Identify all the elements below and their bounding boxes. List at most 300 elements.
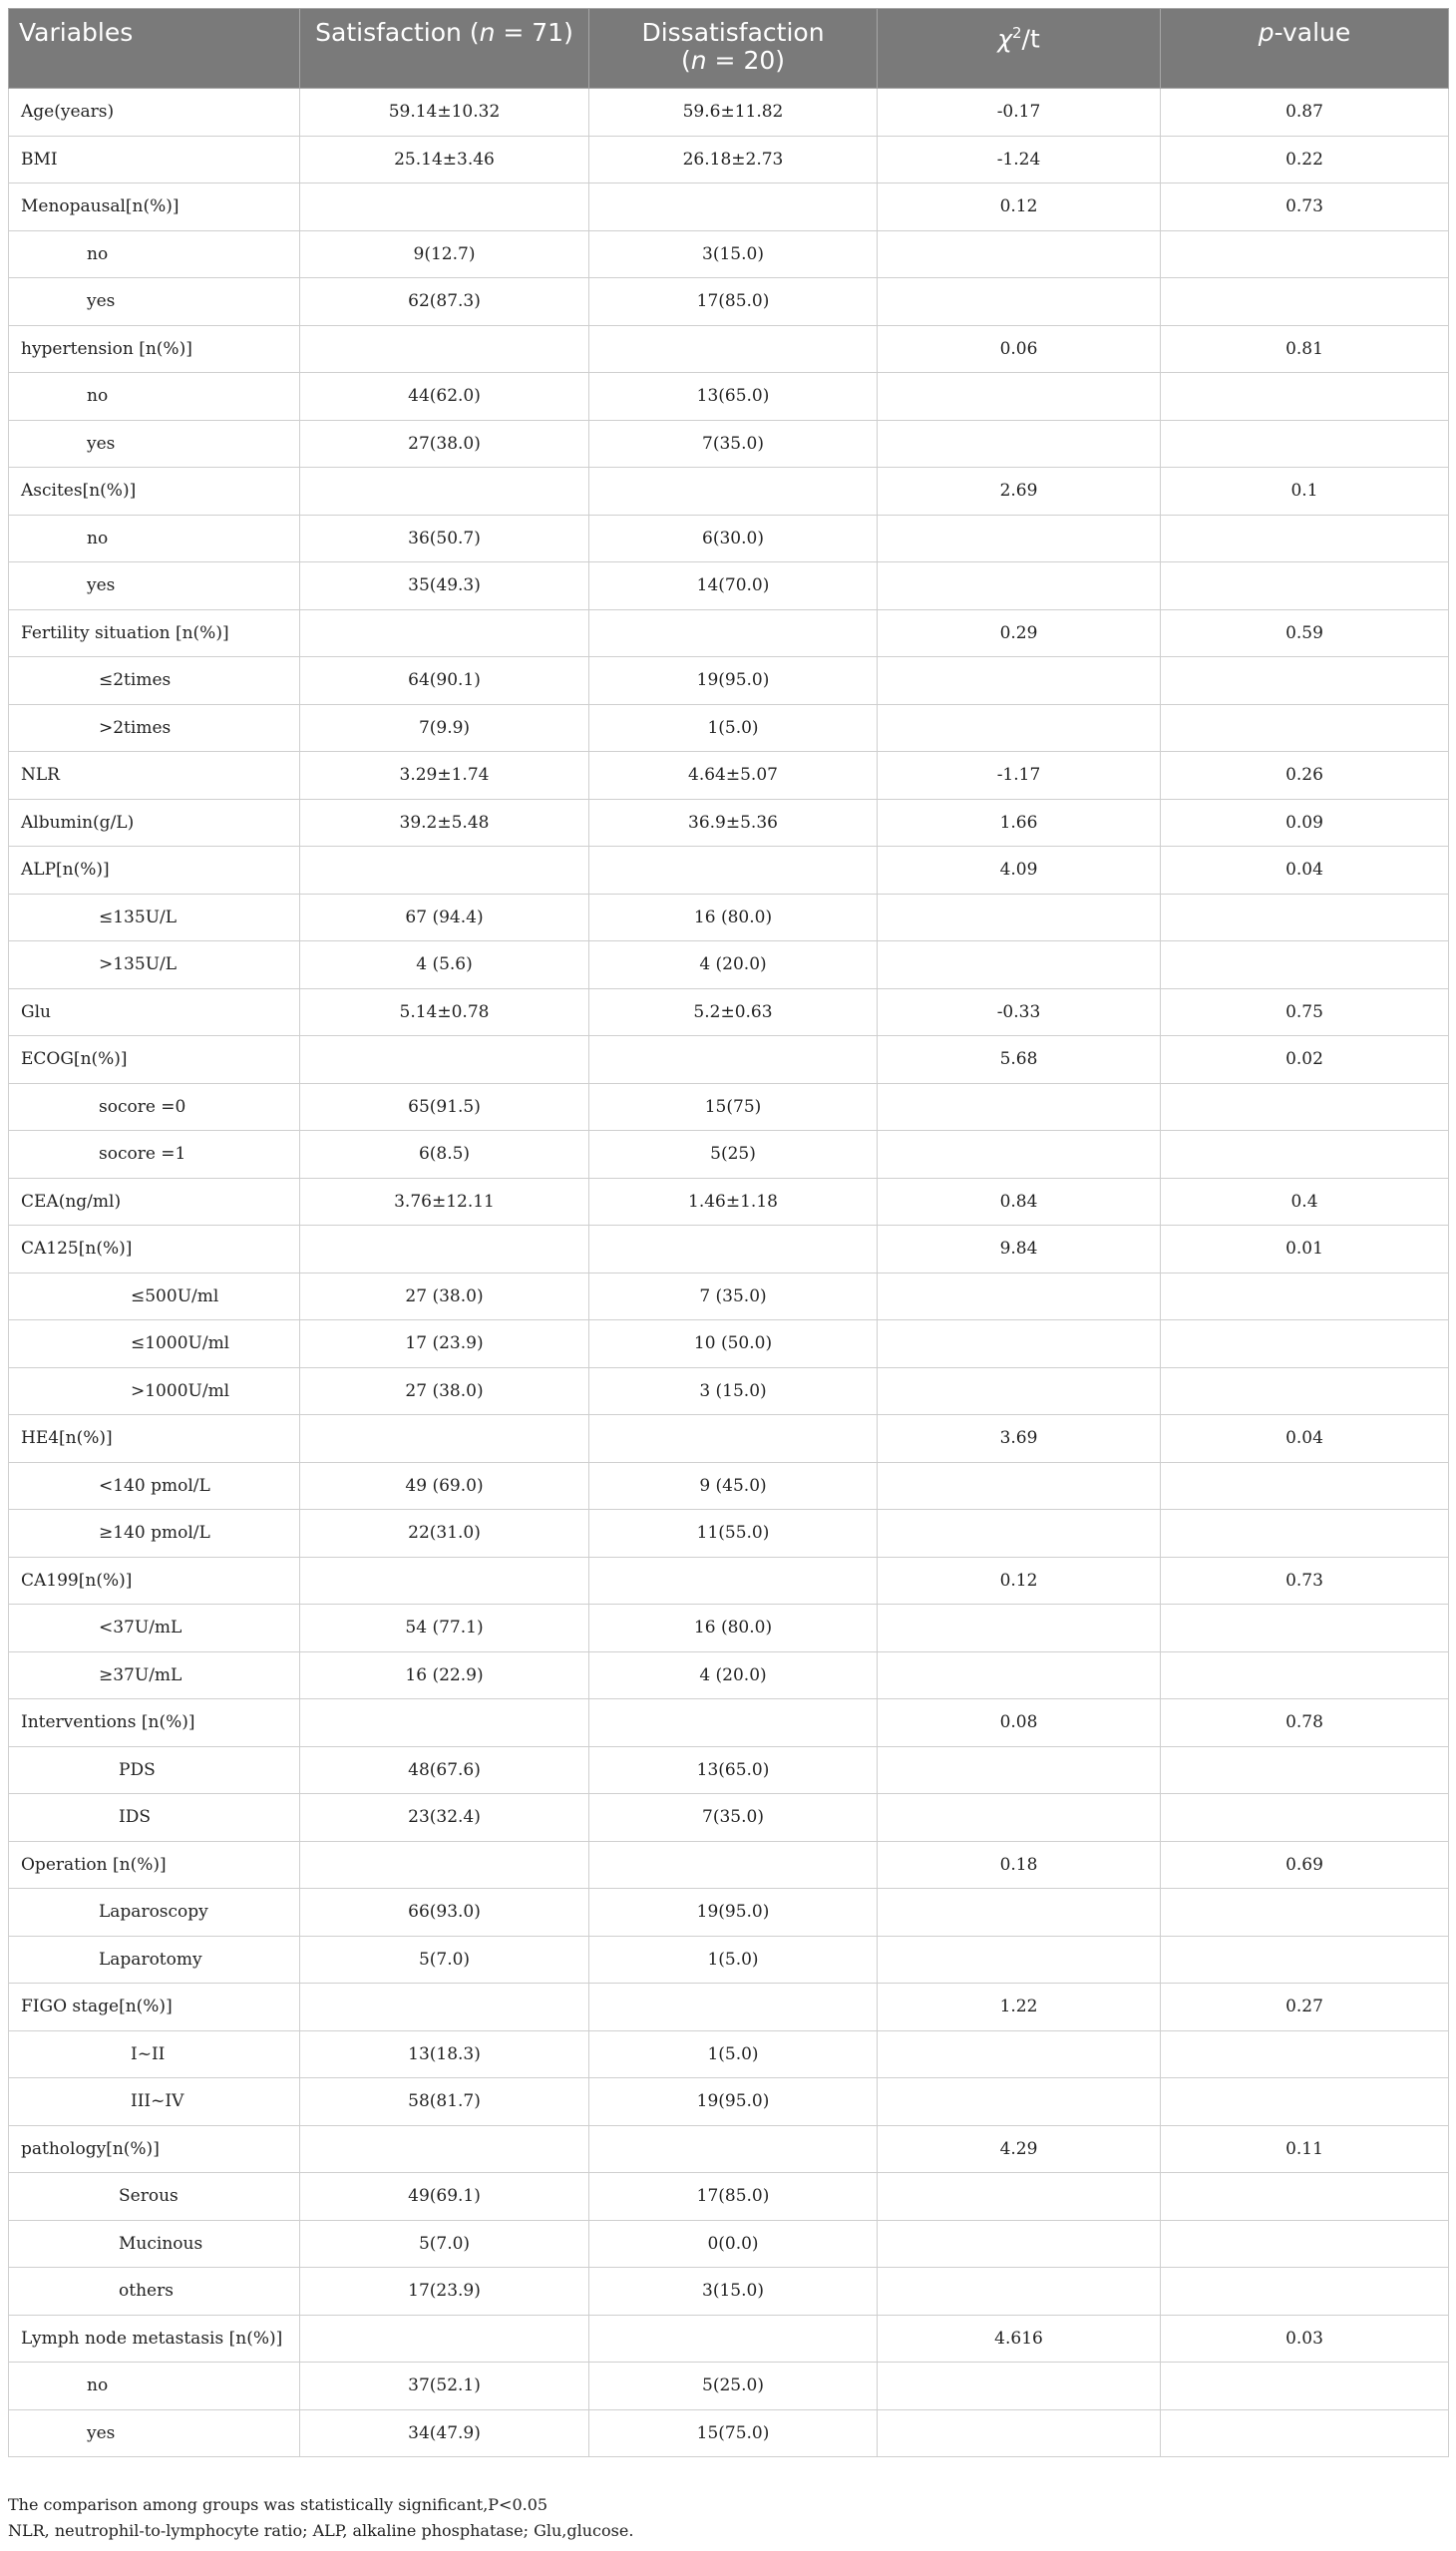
table-row (9, 2078, 1449, 2126)
table-row (9, 752, 1449, 800)
variable-cell: CA199[n(%)] (9, 1557, 300, 1605)
variable-cell: ECOG[n(%)] (9, 1036, 300, 1084)
satisfaction-cell (300, 468, 589, 516)
dissatisfaction-cell: 1(5.0) (589, 2030, 878, 2078)
table-row (9, 2363, 1449, 2410)
dissatisfaction-cell: 19(95.0) (589, 2078, 878, 2126)
statistic-cell (878, 894, 1161, 941)
p-value-cell (1161, 562, 1449, 610)
dissatisfaction-cell: 6(30.0) (589, 515, 878, 562)
dissatisfaction-cell: 1(5.0) (589, 1936, 878, 1984)
table-row (9, 1651, 1449, 1699)
table-row (9, 988, 1449, 1036)
satisfaction-cell (300, 1984, 589, 2031)
table-row (9, 1131, 1449, 1179)
satisfaction-cell: 49 (69.0) (300, 1462, 589, 1510)
dissatisfaction-cell: 26.18±2.73 (589, 136, 878, 183)
p-value-cell: 0.01 (1161, 1226, 1449, 1274)
dissatisfaction-cell: 3 (15.0) (589, 1367, 878, 1415)
variable-cell: Interventions [n(%)] (9, 1699, 300, 1747)
table-row (9, 468, 1449, 516)
satisfaction-cell: 64(90.1) (300, 657, 589, 705)
statistic-cell: -0.33 (878, 988, 1161, 1036)
variable-cell: Laparotomy (9, 1936, 300, 1984)
dissatisfaction-cell: 13(65.0) (589, 1746, 878, 1794)
variable-cell: <37U/mL (9, 1605, 300, 1652)
header-variables: Variables (9, 9, 300, 89)
satisfaction-cell (300, 609, 589, 657)
variable-cell: ≤2times (9, 657, 300, 705)
variable-cell: socore =1 (9, 1131, 300, 1179)
satisfaction-cell: 49(69.1) (300, 2173, 589, 2221)
statistic-cell (878, 704, 1161, 752)
variable-cell: >135U/L (9, 941, 300, 989)
satisfaction-cell (300, 1841, 589, 1889)
satisfaction-cell: 17 (23.9) (300, 1320, 589, 1368)
dissatisfaction-cell: 3(15.0) (589, 230, 878, 278)
header-dissatisfaction: Dissatisfaction (n = 20) (589, 9, 878, 89)
statistic-cell (878, 230, 1161, 278)
table-row (9, 2125, 1449, 2173)
p-value-cell: 0.09 (1161, 799, 1449, 847)
dissatisfaction-cell (589, 1415, 878, 1463)
satisfaction-cell: 65(91.5) (300, 1083, 589, 1131)
table-row (9, 2173, 1449, 2221)
p-value-cell: 0.81 (1161, 325, 1449, 373)
variable-cell: others (9, 2268, 300, 2316)
table-row (9, 1320, 1449, 1368)
p-value-cell (1161, 1131, 1449, 1179)
dissatisfaction-cell (589, 1984, 878, 2031)
p-value-cell (1161, 515, 1449, 562)
table-row (9, 2409, 1449, 2457)
p-value-cell (1161, 1794, 1449, 1842)
statistic-cell (878, 1131, 1161, 1179)
statistic-cell: 1.66 (878, 799, 1161, 847)
statistic-cell: 2.69 (878, 468, 1161, 516)
variable-cell: yes (9, 420, 300, 468)
statistic-cell (878, 1936, 1161, 1984)
p-value-cell (1161, 2078, 1449, 2126)
variable-cell: BMI (9, 136, 300, 183)
satisfaction-cell: 36(50.7) (300, 515, 589, 562)
satisfaction-cell: 58(81.7) (300, 2078, 589, 2126)
p-value-cell (1161, 1889, 1449, 1937)
dissatisfaction-cell: 4.64±5.07 (589, 752, 878, 800)
satisfaction-cell: 4 (5.6) (300, 941, 589, 989)
statistic-cell: 0.12 (878, 183, 1161, 231)
dissatisfaction-cell: 4 (20.0) (589, 941, 878, 989)
statistic-cell: -0.17 (878, 89, 1161, 137)
statistic-cell (878, 2268, 1161, 2316)
variable-cell: Menopausal[n(%)] (9, 183, 300, 231)
dissatisfaction-cell: 1.46±1.18 (589, 1178, 878, 1226)
p-value-cell: 0.78 (1161, 1699, 1449, 1747)
variable-cell: ALP[n(%)] (9, 847, 300, 895)
dissatisfaction-cell: 16 (80.0) (589, 1605, 878, 1652)
dissatisfaction-cell: 15(75) (589, 1083, 878, 1131)
variable-cell: PDS (9, 1746, 300, 1794)
p-value-cell: 0.04 (1161, 847, 1449, 895)
comparison-table (8, 8, 1449, 2457)
statistic-cell: 1.22 (878, 1984, 1161, 2031)
table-row (9, 657, 1449, 705)
table-row (9, 278, 1449, 326)
dissatisfaction-cell: 13(65.0) (589, 373, 878, 421)
satisfaction-cell: 67 (94.4) (300, 894, 589, 941)
table-row (9, 1794, 1449, 1842)
dissatisfaction-cell: 5.2±0.63 (589, 988, 878, 1036)
p-value-cell (1161, 2220, 1449, 2268)
dissatisfaction-cell: 7(35.0) (589, 1794, 878, 1842)
variable-cell: I~II (9, 2030, 300, 2078)
p-value-cell: 0.69 (1161, 1841, 1449, 1889)
header-p-value: p-value (1161, 9, 1449, 89)
table-header (9, 9, 1449, 89)
dissatisfaction-cell (589, 1226, 878, 1274)
variable-cell: ≥140 pmol/L (9, 1510, 300, 1558)
satisfaction-cell: 39.2±5.48 (300, 799, 589, 847)
variable-cell: yes (9, 562, 300, 610)
variable-cell: pathology[n(%)] (9, 2125, 300, 2173)
dissatisfaction-cell: 36.9±5.36 (589, 799, 878, 847)
statistic-cell (878, 1889, 1161, 1937)
p-value-cell (1161, 2173, 1449, 2221)
satisfaction-cell: 35(49.3) (300, 562, 589, 610)
satisfaction-cell: 27 (38.0) (300, 1273, 589, 1320)
variable-cell: hypertension [n(%)] (9, 325, 300, 373)
statistic-cell (878, 562, 1161, 610)
satisfaction-cell: 9(12.7) (300, 230, 589, 278)
table-row (9, 1415, 1449, 1463)
variable-cell: no (9, 230, 300, 278)
header-satisfaction: Satisfaction (n = 71) (300, 9, 589, 89)
variable-cell: Albumin(g/L) (9, 799, 300, 847)
satisfaction-cell: 66(93.0) (300, 1889, 589, 1937)
dissatisfaction-cell: 7 (35.0) (589, 1273, 878, 1320)
dissatisfaction-cell (589, 1699, 878, 1747)
p-value-cell (1161, 1462, 1449, 1510)
statistic-cell: 9.84 (878, 1226, 1161, 1274)
p-value-cell: 0.75 (1161, 988, 1449, 1036)
statistic-cell (878, 1367, 1161, 1415)
p-value-cell: 0.27 (1161, 1984, 1449, 2031)
dissatisfaction-cell: 17(85.0) (589, 2173, 878, 2221)
table-row (9, 847, 1449, 895)
table-row (9, 1462, 1449, 1510)
variable-cell: <140 pmol/L (9, 1462, 300, 1510)
dissatisfaction-cell: 5(25) (589, 1131, 878, 1179)
dissatisfaction-cell: 10 (50.0) (589, 1320, 878, 1368)
variable-cell: HE4[n(%)] (9, 1415, 300, 1463)
satisfaction-cell (300, 2125, 589, 2173)
table-row (9, 1510, 1449, 1558)
p-value-cell (1161, 2268, 1449, 2316)
p-value-cell: 0.87 (1161, 89, 1449, 137)
satisfaction-cell (300, 1557, 589, 1605)
p-value-cell: 0.26 (1161, 752, 1449, 800)
statistic-cell (878, 941, 1161, 989)
dissatisfaction-cell: 19(95.0) (589, 657, 878, 705)
statistic-cell: -1.24 (878, 136, 1161, 183)
satisfaction-cell: 62(87.3) (300, 278, 589, 326)
p-value-cell (1161, 1605, 1449, 1652)
satisfaction-cell: 37(52.1) (300, 2363, 589, 2410)
variable-cell: Glu (9, 988, 300, 1036)
satisfaction-cell: 23(32.4) (300, 1794, 589, 1842)
satisfaction-cell (300, 325, 589, 373)
variable-cell: Fertility situation [n(%)] (9, 609, 300, 657)
variable-cell: Age(years) (9, 89, 300, 137)
dissatisfaction-cell (589, 609, 878, 657)
dissatisfaction-cell: 0(0.0) (589, 2220, 878, 2268)
p-value-cell (1161, 2363, 1449, 2410)
p-value-cell (1161, 420, 1449, 468)
p-value-cell: 0.04 (1161, 1415, 1449, 1463)
variable-cell: no (9, 2363, 300, 2410)
variable-cell: Mucinous (9, 2220, 300, 2268)
p-value-cell (1161, 278, 1449, 326)
statistic-cell (878, 2220, 1161, 2268)
p-value-cell (1161, 2030, 1449, 2078)
statistic-cell (878, 278, 1161, 326)
table-row (9, 1036, 1449, 1084)
satisfaction-cell: 27 (38.0) (300, 1367, 589, 1415)
table-row (9, 1699, 1449, 1747)
statistic-cell: -1.17 (878, 752, 1161, 800)
variable-cell: Laparoscopy (9, 1889, 300, 1937)
table-row (9, 1273, 1449, 1320)
statistic-cell: 0.18 (878, 1841, 1161, 1889)
statistic-cell: 0.12 (878, 1557, 1161, 1605)
table-row (9, 609, 1449, 657)
satisfaction-cell: 5(7.0) (300, 1936, 589, 1984)
table-row (9, 1936, 1449, 1984)
variable-cell: ≤500U/ml (9, 1273, 300, 1320)
dissatisfaction-cell (589, 183, 878, 231)
dissatisfaction-cell: 19(95.0) (589, 1889, 878, 1937)
variable-cell: ≤1000U/ml (9, 1320, 300, 1368)
table-row (9, 2030, 1449, 2078)
dissatisfaction-cell: 9 (45.0) (589, 1462, 878, 1510)
variable-cell: Serous (9, 2173, 300, 2221)
p-value-cell: 0.73 (1161, 183, 1449, 231)
dissatisfaction-cell (589, 468, 878, 516)
table-row (9, 1841, 1449, 1889)
table-row (9, 894, 1449, 941)
variable-cell: FIGO stage[n(%)] (9, 1984, 300, 2031)
variable-cell: Ascites[n(%)] (9, 468, 300, 516)
footnote-abbreviations: NLR, neutrophil-to-lymphocyte ratio; ALP, alkaline phosphatase; Glu,glucose. (8, 2521, 634, 2540)
statistic-cell (878, 1651, 1161, 1699)
satisfaction-cell (300, 1226, 589, 1274)
statistic-cell (878, 2078, 1161, 2126)
variable-cell: yes (9, 2409, 300, 2457)
dissatisfaction-cell: 15(75.0) (589, 2409, 878, 2457)
satisfaction-cell (300, 183, 589, 231)
table-row (9, 1746, 1449, 1794)
p-value-cell: 0.02 (1161, 1036, 1449, 1084)
p-value-cell (1161, 230, 1449, 278)
statistic-cell (878, 1462, 1161, 1510)
dissatisfaction-cell: 1(5.0) (589, 704, 878, 752)
statistic-cell (878, 1794, 1161, 1842)
table-row (9, 1083, 1449, 1131)
variable-cell: NLR (9, 752, 300, 800)
p-value-cell: 0.4 (1161, 1178, 1449, 1226)
satisfaction-cell: 27(38.0) (300, 420, 589, 468)
statistic-cell: 0.29 (878, 609, 1161, 657)
table-row (9, 183, 1449, 231)
satisfaction-cell (300, 1699, 589, 1747)
dissatisfaction-cell (589, 325, 878, 373)
satisfaction-cell: 59.14±10.32 (300, 89, 589, 137)
statistic-cell (878, 1605, 1161, 1652)
satisfaction-cell: 48(67.6) (300, 1746, 589, 1794)
satisfaction-cell: 13(18.3) (300, 2030, 589, 2078)
statistic-cell (878, 1510, 1161, 1558)
statistic-cell (878, 2363, 1161, 2410)
table-row (9, 230, 1449, 278)
statistic-cell (878, 1320, 1161, 1368)
dissatisfaction-cell (589, 1841, 878, 1889)
variable-cell: IDS (9, 1794, 300, 1842)
variable-cell: >2times (9, 704, 300, 752)
header-row (9, 9, 1449, 89)
dissatisfaction-cell: 14(70.0) (589, 562, 878, 610)
statistic-cell: 4.29 (878, 2125, 1161, 2173)
p-value-cell (1161, 1936, 1449, 1984)
statistic-cell: 0.08 (878, 1699, 1161, 1747)
satisfaction-cell (300, 1415, 589, 1463)
variable-cell: no (9, 373, 300, 421)
statistic-cell: 3.69 (878, 1415, 1161, 1463)
table-row (9, 2268, 1449, 2316)
variable-cell: ≤135U/L (9, 894, 300, 941)
satisfaction-cell (300, 2315, 589, 2363)
p-value-cell (1161, 1320, 1449, 1368)
p-value-cell (1161, 373, 1449, 421)
table-row (9, 2315, 1449, 2363)
statistic-cell (878, 657, 1161, 705)
dissatisfaction-cell: 59.6±11.82 (589, 89, 878, 137)
variable-cell: Lymph node metastasis [n(%)] (9, 2315, 300, 2363)
dissatisfaction-cell (589, 847, 878, 895)
satisfaction-cell: 34(47.9) (300, 2409, 589, 2457)
table-row (9, 704, 1449, 752)
satisfaction-cell: 44(62.0) (300, 373, 589, 421)
p-value-cell: 0.73 (1161, 1557, 1449, 1605)
variable-cell: CEA(ng/ml) (9, 1178, 300, 1226)
dissatisfaction-cell: 3(15.0) (589, 2268, 878, 2316)
satisfaction-cell: 16 (22.9) (300, 1651, 589, 1699)
table-row (9, 373, 1449, 421)
p-value-cell: 0.03 (1161, 2315, 1449, 2363)
variable-cell: Operation [n(%)] (9, 1841, 300, 1889)
table-body (9, 89, 1449, 2457)
statistic-cell (878, 2173, 1161, 2221)
variable-cell: >1000U/ml (9, 1367, 300, 1415)
variable-cell: no (9, 515, 300, 562)
statistic-cell: 5.68 (878, 1036, 1161, 1084)
table-row (9, 799, 1449, 847)
statistic-cell (878, 1273, 1161, 1320)
statistic-cell (878, 1746, 1161, 1794)
satisfaction-cell: 5.14±0.78 (300, 988, 589, 1036)
statistic-cell (878, 420, 1161, 468)
satisfaction-cell: 54 (77.1) (300, 1605, 589, 1652)
table-row (9, 1889, 1449, 1937)
dissatisfaction-cell: 11(55.0) (589, 1510, 878, 1558)
variable-cell: III~IV (9, 2078, 300, 2126)
satisfaction-cell: 3.29±1.74 (300, 752, 589, 800)
satisfaction-cell: 7(9.9) (300, 704, 589, 752)
table-row (9, 2220, 1449, 2268)
dissatisfaction-cell (589, 2125, 878, 2173)
dissatisfaction-cell: 17(85.0) (589, 278, 878, 326)
satisfaction-cell: 17(23.9) (300, 2268, 589, 2316)
satisfaction-cell: 3.76±12.11 (300, 1178, 589, 1226)
p-value-cell (1161, 1273, 1449, 1320)
dissatisfaction-cell: 5(25.0) (589, 2363, 878, 2410)
dissatisfaction-cell: 16 (80.0) (589, 894, 878, 941)
p-value-cell (1161, 2409, 1449, 2457)
p-value-cell (1161, 1746, 1449, 1794)
table-row (9, 1557, 1449, 1605)
satisfaction-cell: 25.14±3.46 (300, 136, 589, 183)
statistic-cell: 4.09 (878, 847, 1161, 895)
statistic-cell: 0.06 (878, 325, 1161, 373)
table-row (9, 136, 1449, 183)
dissatisfaction-cell (589, 1557, 878, 1605)
table-row (9, 941, 1449, 989)
satisfaction-cell (300, 847, 589, 895)
statistic-cell (878, 515, 1161, 562)
footnote-significance: The comparison among groups was statistically significant,P<0.05 (8, 2495, 548, 2514)
dissatisfaction-cell (589, 1036, 878, 1084)
variable-cell: socore =0 (9, 1083, 300, 1131)
p-value-cell (1161, 1510, 1449, 1558)
statistic-cell (878, 1083, 1161, 1131)
variable-cell: ≥37U/mL (9, 1651, 300, 1699)
p-value-cell: 0.59 (1161, 609, 1449, 657)
statistic-cell: 4.616 (878, 2315, 1161, 2363)
table-row (9, 89, 1449, 137)
table-row (9, 1178, 1449, 1226)
table-row (9, 1984, 1449, 2031)
p-value-cell: 0.11 (1161, 2125, 1449, 2173)
statistic-cell (878, 2030, 1161, 2078)
p-value-cell (1161, 1083, 1449, 1131)
table-row (9, 562, 1449, 610)
satisfaction-cell: 6(8.5) (300, 1131, 589, 1179)
table-row (9, 515, 1449, 562)
satisfaction-cell (300, 1036, 589, 1084)
satisfaction-cell: 5(7.0) (300, 2220, 589, 2268)
table-row (9, 1226, 1449, 1274)
variable-cell: yes (9, 278, 300, 326)
satisfaction-cell: 22(31.0) (300, 1510, 589, 1558)
header-test-statistic: $\chi^2/t$ (878, 9, 1161, 89)
variable-cell: CA125[n(%)] (9, 1226, 300, 1274)
p-value-cell (1161, 657, 1449, 705)
p-value-cell: 0.1 (1161, 468, 1449, 516)
p-value-cell (1161, 941, 1449, 989)
p-value-cell (1161, 704, 1449, 752)
p-value-cell (1161, 1651, 1449, 1699)
table-row (9, 1367, 1449, 1415)
table-row (9, 325, 1449, 373)
